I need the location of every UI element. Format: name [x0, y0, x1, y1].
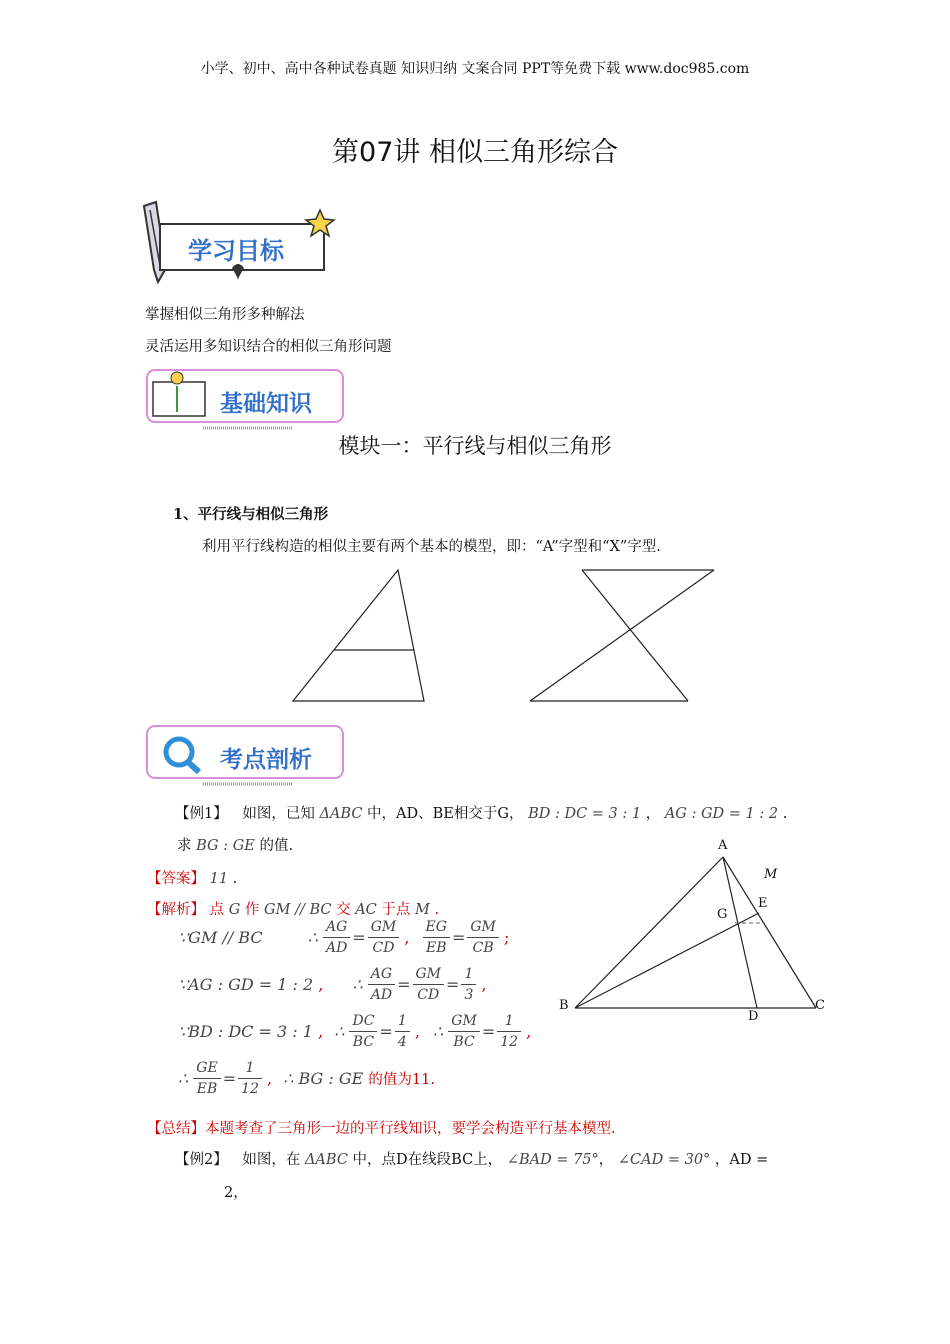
- step3-therefore: ∴: [334, 1022, 345, 1041]
- step1-cond: ∵GM // BC: [178, 928, 263, 947]
- example2-tag: 【例2】: [175, 1152, 228, 1168]
- step1-therefore: ∴: [307, 928, 318, 947]
- step4-result: 的值为11.: [368, 1072, 435, 1088]
- answer-line: [147, 867, 237, 888]
- analysis-tag: 【解析】: [147, 902, 205, 918]
- ask-ratio: BG : GE: [196, 838, 255, 854]
- analysis-line: [147, 898, 439, 919]
- analysis-text-d: 于点: [381, 902, 411, 918]
- example1-ratio1: BD : DC = 3 : 1: [528, 806, 642, 822]
- summary-tag: 【总结】: [147, 1121, 205, 1137]
- example2-text-b: 中，点D在线段BC上，: [352, 1152, 503, 1168]
- fig-label-c: C: [815, 998, 825, 1013]
- goal-item-1: 掌握相似三角形多种解法: [145, 307, 305, 323]
- step-2: ∵AG : GD = 1 : 2 , ∴ $\frac{AG}{AD}$ = $\frac{GM}{CD}$ = $\frac{1}{3}$ ,: [178, 966, 487, 1003]
- fig-label-m: M: [764, 867, 778, 882]
- answer-tag: 【答案】: [147, 871, 205, 887]
- frac-eg-eb: $\frac{EG}{EB}$: [423, 917, 450, 958]
- goals-banner-label: 学习目标: [188, 237, 284, 265]
- step-4: ∴ $\frac{GE}{EB}$ = $\frac{1}{12}$ , ∴ BG : GE 的值为11.: [178, 1060, 435, 1097]
- step4-therefore: ∴: [178, 1069, 189, 1088]
- summary-line: [147, 1117, 616, 1138]
- frac-dc-bc: $\frac{DC}{BC}$: [349, 1011, 377, 1052]
- example1-tag: 【例1】: [175, 806, 228, 822]
- analysis-m: M: [415, 902, 430, 918]
- section-heading: 1、平行线与相似三角形: [173, 506, 329, 523]
- ask-text: 求: [177, 838, 192, 854]
- step3-cond: ∵BD : DC = 3 : 1: [178, 1022, 313, 1041]
- example2-line1: 【例2】 如图，在 ΔABC 中，点D在线段BC上， ∠BAD = 75°， ∠CAD = 30° ，AD =: [175, 1152, 769, 1168]
- summary-text: 本题考查了三角形一边的平行线知识，要学会构造平行基本模型.: [205, 1121, 616, 1137]
- page-header: 小学、初中、高中各种试卷真题 知识归纳 文案合同 PPT等免费下载 www.doc985.com: [200, 61, 750, 77]
- example1-triangle: ΔABC: [319, 806, 363, 822]
- step-1: ∵GM // BC ∴ $\frac{AG}{AD}$ = $\frac{GM}{CD}$ , $\frac{EG}{EB}$ = $\frac{GM}{CB}$ ;: [178, 919, 510, 956]
- example1-comma: ，: [645, 806, 661, 822]
- example1-text-a: 如图，已知: [242, 806, 315, 822]
- example1-period: .: [782, 806, 788, 822]
- module-title: 模块一：平行线与相似三角形: [338, 434, 612, 458]
- fig-label-g: G: [717, 907, 728, 922]
- fig-label-e: E: [758, 896, 768, 911]
- frac-gm-cb: $\frac{GM}{CB}$: [467, 917, 499, 958]
- frac-1-3: $\frac{1}{3}$: [461, 964, 476, 1005]
- a-shape-figure: [288, 566, 433, 706]
- analysis-text-e: .: [434, 902, 440, 918]
- frac-gm-bc: $\frac{GM}{BC}$: [448, 1011, 480, 1052]
- analysis-point-g: G: [228, 902, 241, 918]
- frac-1-4: $\frac{1}{4}$: [395, 1011, 410, 1052]
- example2-triangle: ΔABC: [304, 1152, 348, 1168]
- analysis-text-a: 点: [209, 902, 225, 918]
- analysis-text-c: 交: [336, 902, 351, 918]
- example2-angle1: ∠BAD = 75°: [506, 1152, 599, 1168]
- step2-cond: ∵AG : GD = 1 : 2: [178, 975, 314, 994]
- example2-text-c: ，AD =: [714, 1152, 769, 1168]
- fig-label-a: A: [718, 838, 728, 853]
- frac-ge-eb: $\frac{GE}{EB}$: [193, 1058, 220, 1099]
- example1-figure: [570, 855, 830, 1020]
- frac-ag-ad: $\frac{AG}{AD}$: [323, 917, 350, 958]
- frac-gm-cd-2: $\frac{GM}{CD}$: [413, 964, 445, 1005]
- answer-value: 11: [209, 871, 229, 887]
- fig-label-b: B: [559, 998, 569, 1013]
- frac-gm-cd: $\frac{GM}{CD}$: [368, 917, 400, 958]
- ask-text-end: 的值.: [259, 838, 294, 854]
- x-shape-figure: [525, 566, 720, 706]
- frac-1-12: $\frac{1}{12}$: [497, 1011, 521, 1052]
- example1-line1: [175, 802, 787, 823]
- example2-text-a: 如图，在: [242, 1152, 301, 1168]
- analysis-gm: GM // BC: [264, 902, 332, 918]
- example1-line2: [177, 834, 293, 855]
- analysis-text-b: 作: [244, 902, 260, 918]
- step-3: ∵BD : DC = 3 : 1 , ∴ $\frac{DC}{BC}$ = $\frac{1}{4}$ , ∴ $\frac{GM}{BC}$ = $\frac{1}{12}$ ,: [178, 1013, 532, 1050]
- fig-label-d: D: [748, 1009, 759, 1024]
- step2-therefore: ∴: [352, 975, 363, 994]
- example1-ratio2: AG : GD = 1 : 2: [664, 806, 779, 822]
- frac-1-12-2: $\frac{1}{12}$: [238, 1058, 262, 1099]
- goal-item-2: 灵活运用多知识结合的相似三角形问题: [145, 339, 392, 355]
- example2-angle2: ∠CAD = 30°: [617, 1152, 711, 1168]
- example2-line2: 2，: [224, 1185, 248, 1201]
- step3-therefore-2: ∴: [433, 1022, 444, 1041]
- example1-text-b: 中，AD、BE相交于G，: [367, 806, 524, 822]
- basics-banner-label: 基础知识: [220, 391, 312, 417]
- section-text: 利用平行线构造的相似主要有两个基本的模型，即：“A”字型和“X”字型.: [202, 539, 661, 555]
- answer-end: .: [232, 871, 238, 887]
- analysis-ac: AC: [355, 902, 377, 918]
- step4-ratio: ∴ BG : GE: [283, 1069, 364, 1088]
- analysis-banner-label: 考点剖析: [220, 747, 312, 773]
- frac-ag-ad-2: $\frac{AG}{AD}$: [368, 964, 395, 1005]
- page-title: 第07讲 相似三角形综合: [332, 137, 618, 168]
